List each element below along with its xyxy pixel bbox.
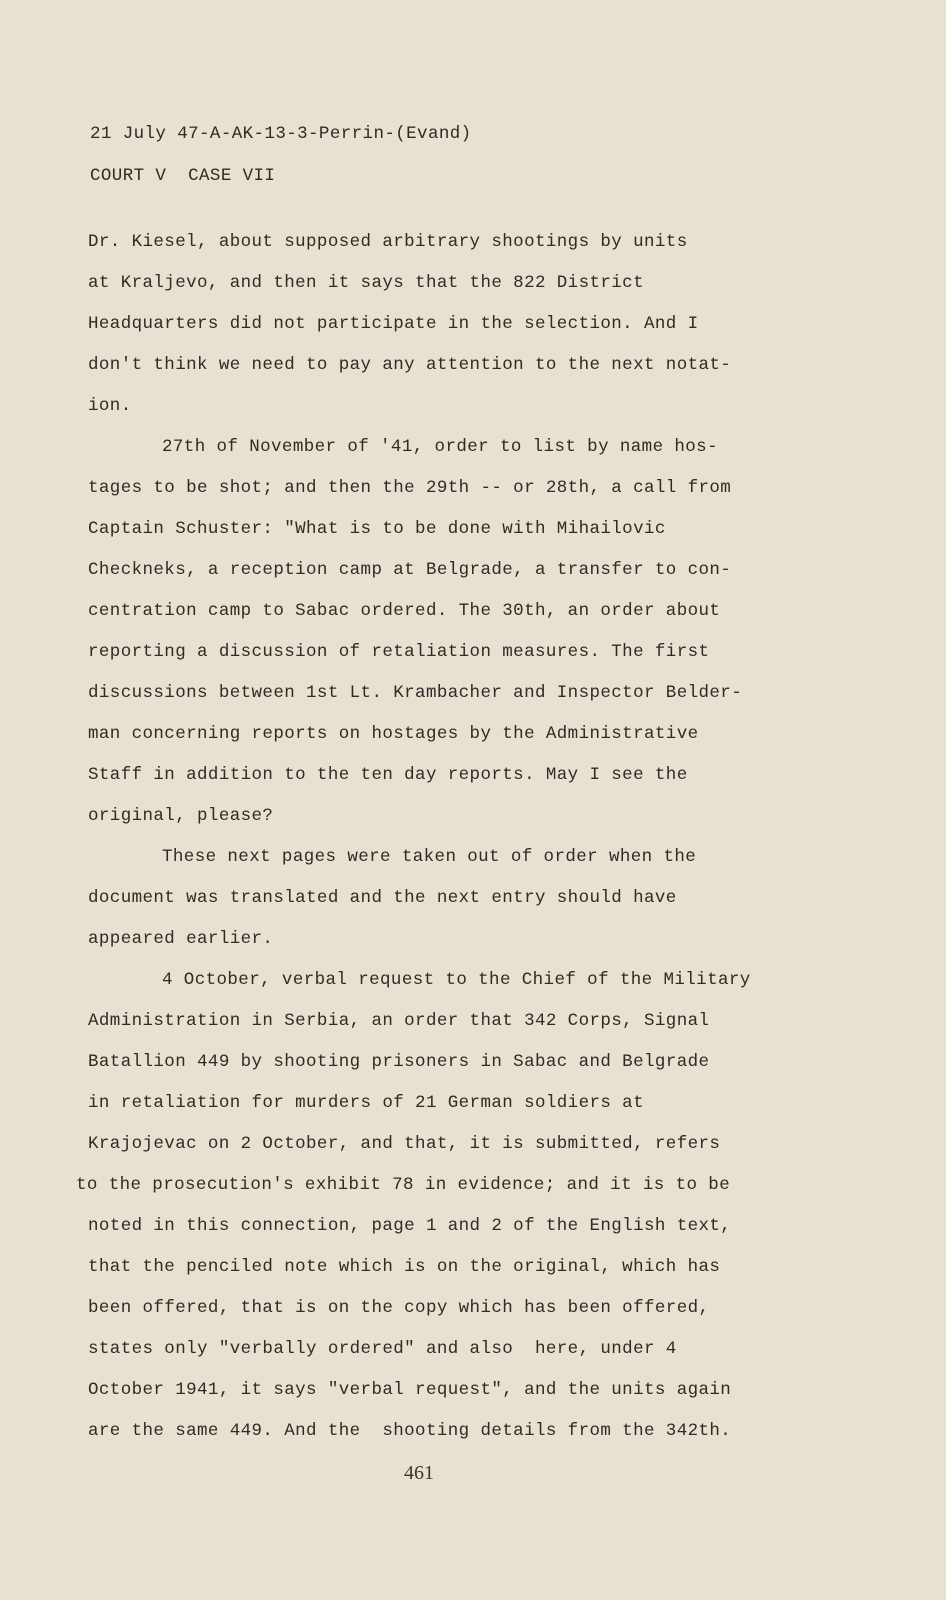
text-line: are the same 449. And the shooting details from the 342th.	[88, 1421, 732, 1441]
text-line: don't think we need to pay any attention to the next notat-	[88, 355, 732, 375]
text-line: ion.	[88, 396, 132, 416]
text-line: reporting a discussion of retaliation measures. The first	[88, 642, 710, 662]
paragraph	[88, 427, 828, 837]
text-line: states only "verbally ordered" and also here, under 4	[88, 1339, 677, 1359]
text-line: Captain Schuster: "What is to be done with Mihailovic	[88, 519, 666, 539]
page-number: 461	[404, 1462, 434, 1484]
text-line: Checkneks, a reception camp at Belgrade, a transfer to con-	[88, 560, 732, 580]
text-line: in retaliation for murders of 21 German soldiers at	[88, 1093, 644, 1113]
text-line: 27th of November of '41, order to list by name hos-	[162, 437, 718, 457]
text-line: appeared earlier.	[88, 929, 274, 949]
text-line: tages to be shot; and then the 29th -- or 28th, a call from	[88, 478, 732, 498]
text-line: centration camp to Sabac ordered. The 30th, an order about	[88, 601, 721, 621]
transcript-body	[76, 222, 828, 1452]
text-line: Batallion 449 by shooting prisoners in Sabac and Belgrade	[88, 1052, 710, 1072]
text-line: that the penciled note which is on the original, which has	[88, 1257, 721, 1277]
paragraph	[88, 222, 828, 427]
paragraph	[76, 960, 828, 1452]
header-court-case-line: COURT V CASE VII	[90, 166, 276, 186]
text-line: man concerning reports on hostages by the Administrative	[88, 724, 699, 744]
text-line: discussions between 1st Lt. Krambacher and Inspector Belder-	[88, 683, 743, 703]
text-line: noted in this connection, page 1 and 2 of the English text,	[88, 1216, 732, 1236]
text-line: document was translated and the next entry should have	[88, 888, 677, 908]
text-line: at Kraljevo, and then it says that the 822 District	[88, 273, 644, 293]
text-line: original, please?	[88, 806, 274, 826]
paragraph	[88, 837, 828, 960]
text-line: to the prosecution's exhibit 78 in evidence; and it is to be	[76, 1175, 731, 1195]
text-line: October 1941, it says "verbal request", and the units again	[88, 1380, 732, 1400]
text-line: Dr. Kiesel, about supposed arbitrary shootings by units	[88, 232, 688, 252]
text-line: Headquarters did not participate in the selection. And I	[88, 314, 699, 334]
text-line: been offered, that is on the copy which has been offered,	[88, 1298, 710, 1318]
text-line: Staff in addition to the ten day reports. May I see the	[88, 765, 688, 785]
header-reference-line: 21 July 47-A-AK-13-3-Perrin-(Evand)	[90, 124, 472, 144]
text-line: Administration in Serbia, an order that 342 Corps, Signal	[88, 1011, 710, 1031]
text-line: Krajojevac on 2 October, and that, it is submitted, refers	[88, 1134, 721, 1154]
text-line: 4 October, verbal request to the Chief of the Military	[162, 970, 751, 990]
text-line: These next pages were taken out of order when the	[162, 847, 697, 867]
